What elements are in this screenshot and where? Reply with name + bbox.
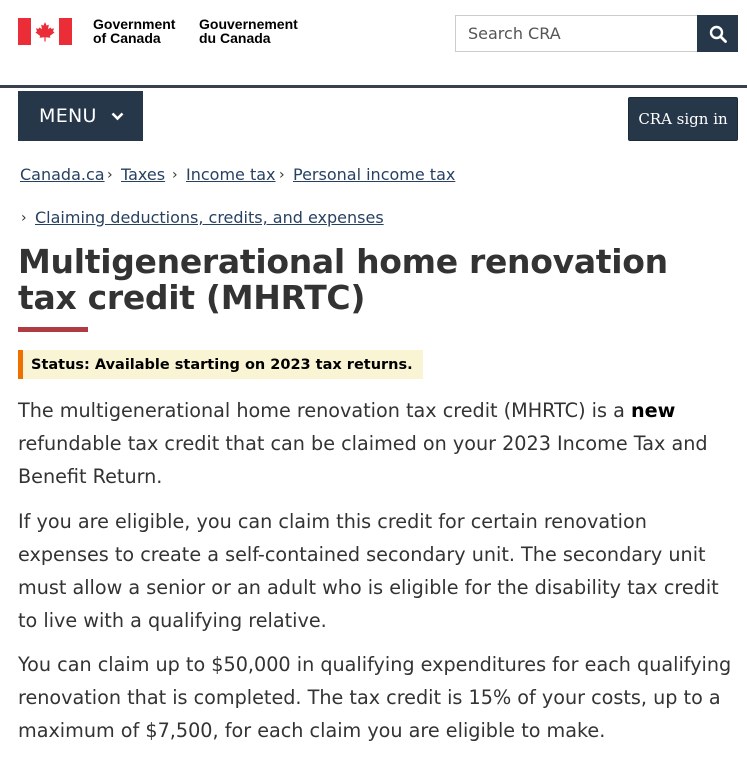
search-input[interactable] [455, 15, 698, 52]
menu-label: MENU [39, 105, 97, 127]
chevron-down-icon [111, 112, 124, 121]
search-icon [709, 25, 727, 43]
status-text: Status: Available starting on 2023 tax returns. [31, 356, 413, 373]
page-title: Multigenerational home renovation tax credit (MHRTC) [18, 242, 668, 317]
menu-button[interactable] [18, 91, 143, 141]
chevron-right-icon: › [172, 167, 178, 183]
search-button[interactable] [697, 15, 738, 52]
p1-bold-new: new [630, 399, 676, 422]
status-notice [18, 350, 423, 379]
search-placeholder: Search CRA [468, 24, 561, 43]
breadcrumb-link-canada[interactable]: Canada.ca [20, 165, 105, 184]
signature-english [93, 17, 175, 45]
breadcrumb-link-personal-income-tax[interactable]: Personal income tax [293, 165, 456, 184]
chevron-right-icon: › [107, 167, 113, 183]
intro-paragraph [18, 394, 733, 493]
signature-french [199, 17, 298, 45]
signature-fr-line1: Gouvernement [199, 16, 298, 32]
site-header [0, 0, 747, 88]
signature-fr-line2: du Canada [199, 30, 271, 46]
breadcrumb-link-income-tax[interactable]: Income tax [186, 165, 276, 184]
title-underline [18, 327, 88, 332]
search-form [455, 15, 738, 52]
chevron-right-icon: › [279, 167, 285, 183]
breadcrumb-link-taxes[interactable]: Taxes [121, 165, 166, 184]
p1-text-end: refundable tax credit that can be claimed on your 2023 Income Tax and Benefit Return. [18, 432, 708, 488]
cra-sign-in-button[interactable] [628, 97, 738, 141]
chevron-right-icon: › [21, 210, 27, 226]
breadcrumb-link-claiming-deductions[interactable]: Claiming deductions, credits, and expenses [35, 208, 384, 227]
eligibility-paragraph: If you are eligible, you can claim this credit for certain renovation expenses to create a self-contained secondary unit. The secondary unit must allow a senior or an adult who is eligible for the disability tax credit to live with a qualifying relative. [18, 510, 719, 632]
signature-en-line2: of Canada [93, 30, 161, 46]
p1-text-start: The multigenerational home renovation tax credit (MHRTC) is a [18, 399, 631, 422]
signature-en-line1: Government [93, 16, 176, 32]
signin-label: CRA sign in [638, 110, 728, 128]
amount-paragraph: You can claim up to $50,000 in qualifying expenditures for each qualifying renovation that is completed. The tax credit is 15% of your costs, up to a maximum of $7,500, for each claim you are eligible to make. [18, 653, 732, 742]
